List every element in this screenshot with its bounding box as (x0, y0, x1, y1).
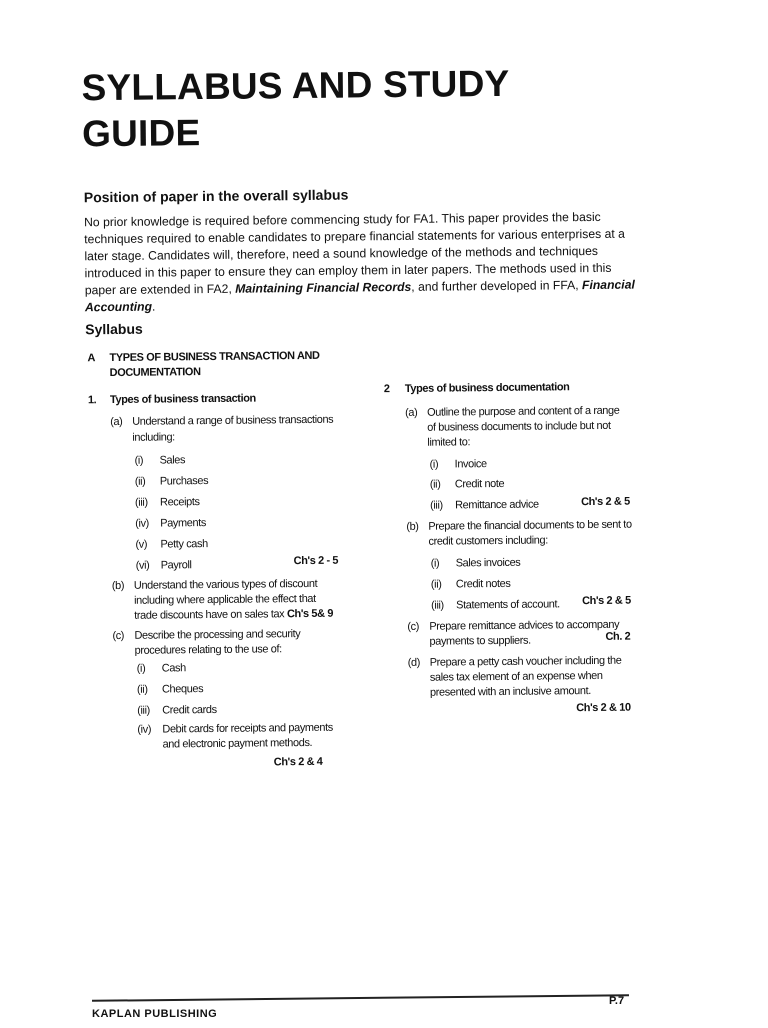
right-c-line-1: Prepare remittance advices to accompany (429, 618, 620, 633)
list-item: Invoice (454, 458, 487, 471)
list-item: Receipts (159, 496, 200, 509)
page-title (81, 61, 510, 157)
right-d-line-2: sales tax element of an expense when (429, 669, 603, 684)
left-b-label: (b) (111, 579, 125, 593)
list-item-number: (i) (430, 557, 440, 570)
intro-em-1: Maintaining Financial Records (235, 279, 412, 296)
intro-paragraph (84, 208, 640, 316)
right-a-line-1: Outline the purpose and content of a range (427, 404, 620, 419)
list-item-number: (iii) (431, 599, 444, 612)
chapter-reference: Ch's 2 & 5 (580, 495, 630, 509)
left-c-line-2: procedures relating to the use of: (134, 643, 282, 657)
right-b-line-1: Prepare the financial documents to be sent to (428, 518, 632, 533)
syllabus-heading: Syllabus (85, 320, 143, 338)
section-title-line-2: DOCUMENTATION (109, 366, 201, 380)
right-d-line-1: Prepare a petty cash voucher including the (429, 654, 622, 669)
chapter-reference: Ch's 2 & 5 (582, 594, 631, 608)
left-heading: Types of business transaction (109, 392, 256, 407)
list-item: Sales (159, 454, 186, 467)
left-a-line-1: Understand a range of business transactions (132, 413, 334, 428)
intro-text-3: . (151, 299, 156, 314)
list-item-number: (v) (135, 538, 148, 551)
list-item-number: (ii) (429, 478, 441, 491)
list-item: Payments (160, 517, 207, 530)
list-item: Sales invoices (455, 556, 521, 570)
list-item: Credit cards (162, 703, 217, 717)
list-item-number: (iv) (137, 723, 152, 736)
left-b-line-3 (134, 607, 333, 623)
right-heading: Types of business documentation (404, 381, 570, 395)
right-c-label: (c) (407, 620, 420, 633)
list-item: Petty cash (160, 538, 208, 551)
list-item-number: (i) (134, 454, 144, 467)
list-item: Cheques (161, 683, 204, 696)
left-b-line-2: including where applicable the effect that (133, 592, 316, 607)
list-item: Credit note (454, 477, 505, 491)
right-num: 2 (383, 383, 390, 396)
intro-text-1: No prior knowledge is required before commencing study for FA1. This paper provides the basic techniques required to enable candidates to prepare financial statements for various enterprises at a later stage. Candidates will, therefore, need a sound knowledge of the methods and techniques introduced in this paper to ensure they can employ them in later papers. The methods used in this paper are extended in FA2, (84, 209, 625, 298)
list-item-number: (iii) (429, 499, 443, 512)
right-b-label: (b) (406, 520, 419, 533)
chapter-reference: Ch's 2 & 10 (576, 701, 631, 715)
right-a-line-3: limited to: (427, 436, 471, 449)
list-item: Purchases (159, 475, 209, 488)
list-item: Remittance advice (454, 498, 539, 512)
list-item-continuation: and electronic payment methods. (162, 736, 313, 751)
list-item-number: (iii) (137, 704, 150, 717)
list-item-number: (iii) (134, 496, 148, 509)
title-line-2: GUIDE (81, 112, 201, 155)
list-item-number: (i) (136, 662, 146, 675)
left-num: 1. (87, 394, 97, 407)
right-c-line-2: payments to suppliers. (429, 634, 531, 648)
list-item: Statements of account. (456, 598, 560, 612)
left-b-line-3-text: trade discounts have on sales tax (134, 608, 285, 622)
list-item: Credit notes (455, 577, 511, 591)
right-b-line-2: credit customers including: (428, 534, 548, 548)
footer-publisher: KAPLAN PUBLISHING (92, 1008, 218, 1020)
left-c-label: (c) (112, 629, 125, 643)
list-item-number: (iv) (135, 517, 149, 530)
footer-page-number: P.7 (609, 995, 625, 1007)
left-c-line-1: Describe the processing and security (134, 628, 301, 642)
list-item-number: (ii) (430, 578, 442, 591)
intro-em-2: Financial Accounting (84, 277, 635, 315)
left-a-line-2: including: (132, 431, 175, 444)
list-item-number: (vi) (135, 559, 150, 572)
right-a-label: (a) (405, 406, 418, 419)
title-line-1: SYLLABUS AND STUDY (81, 62, 510, 109)
list-item-number: (i) (429, 458, 439, 471)
intro-text-2: , and further developed in FFA, (411, 278, 583, 294)
left-b-line-1: Understand the various types of discount (133, 577, 318, 592)
chapter-reference: Ch's 5& 9 (286, 607, 334, 621)
right-a-line-2: of business documents to include but not (427, 419, 611, 434)
left-a-label: (a) (110, 415, 123, 429)
list-item-number: (ii) (136, 683, 148, 696)
chapter-reference: Ch. 2 (605, 630, 631, 643)
section-title-line-1: TYPES OF BUSINESS TRANSACTION AND (109, 349, 320, 365)
list-item: Payroll (160, 559, 192, 572)
right-d-line-3: presented with an inclusive amount. (429, 685, 591, 699)
position-heading: Position of paper in the overall syllabus (83, 186, 349, 206)
right-d-label: (d) (407, 656, 421, 669)
list-item: Cash (161, 662, 186, 675)
section-letter: A (87, 352, 96, 365)
list-item-number: (ii) (134, 475, 146, 488)
chapter-reference: Ch's 2 - 5 (293, 554, 339, 568)
chapter-reference: Ch's 2 & 4 (273, 755, 323, 769)
list-item: Debit cards for receipts and payments (162, 721, 333, 736)
